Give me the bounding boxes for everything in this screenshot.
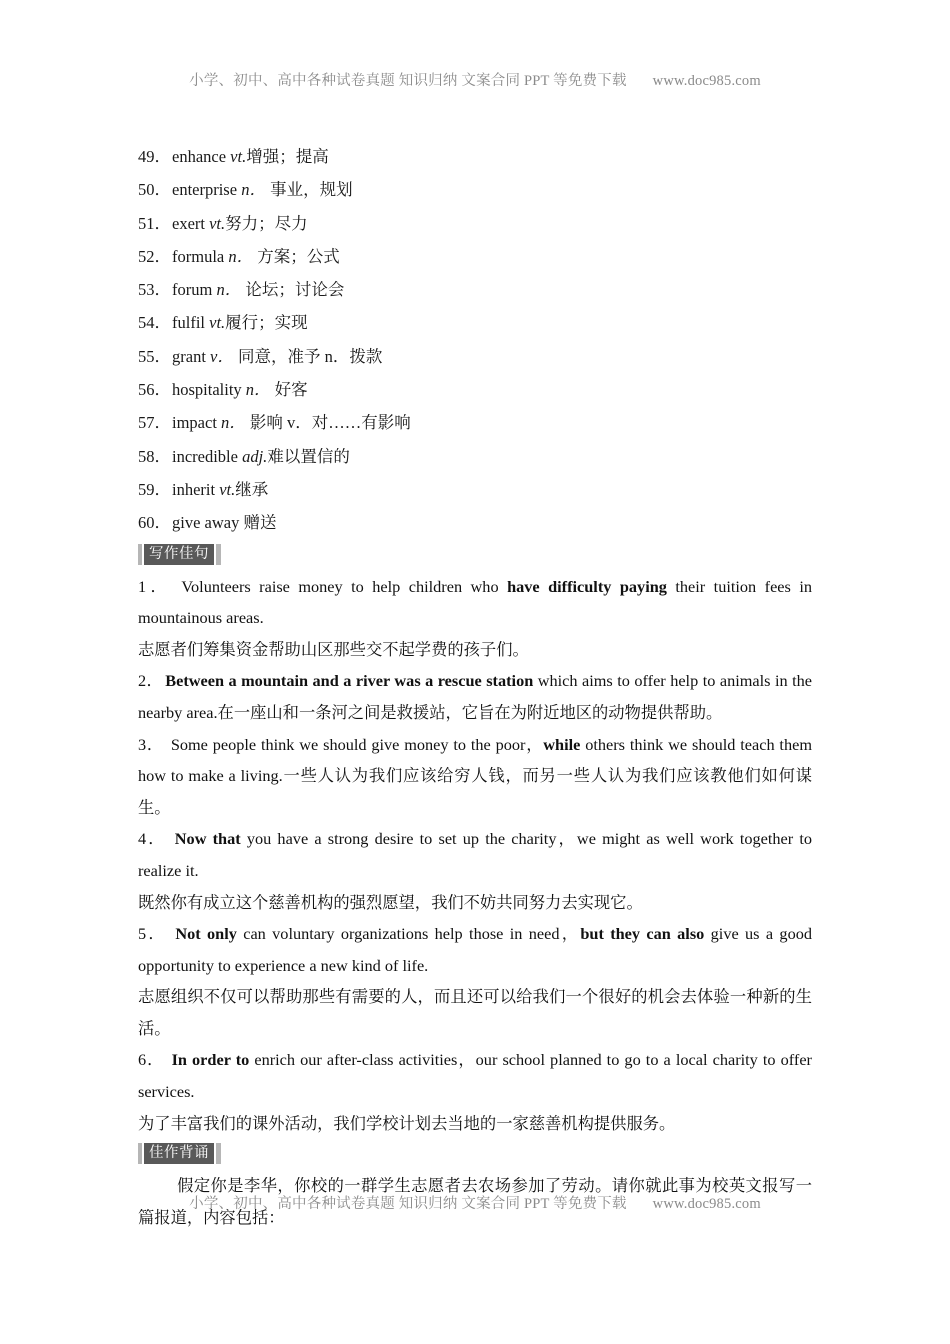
vocabulary-item-gloss: 履行；实现 [225,313,308,333]
example-sentence [138,729,812,824]
sentence-en-post: you have a strong desire to set up the charity，we might as well work together to realize it. [138,829,812,880]
sentence-en-post-2: give us a good opportunity to experience a new kind of life. [138,924,812,975]
vocabulary-item-gloss: 事业，规划 [265,180,353,200]
sentence-en-bold: while [543,734,581,754]
vocabulary-item-gloss: 努力；尽力 [225,213,308,233]
vocabulary-item-number: 54． [138,313,171,333]
sentence-en-pre: Volunteers raise money to help children who [181,576,508,596]
sentence-en-bold: In order to [171,1050,250,1070]
badge-label: 佳作背诵 [144,1143,214,1164]
sentence-translation: 为了丰富我们的课外活动，我们学校计划去当地的一家慈善机构提供服务。 [138,1113,676,1133]
example-sentence [138,1044,812,1107]
badge-right-bar [216,544,221,565]
vocabulary-item-number: 55． [138,346,171,366]
vocabulary-item-number: 51． [138,213,171,233]
sentence-en-bold: Between a mountain and a river was a rescue station [165,671,534,691]
vocabulary-item-number: 59． [138,479,171,499]
sentence-translation: 一些人认为我们应该给穷人钱，而另一些人认为我们应该教他们如何谋生。 [138,766,812,817]
example-sentence [138,665,812,728]
sentence-translation: 志愿者们筹集资金帮助山区那些交不起学费的孩子们。 [138,639,529,659]
page-footer [0,1192,950,1213]
vocabulary-item [138,373,812,406]
header-promo-text: 小学、初中、高中各种试卷真题 知识归纳 文案合同 PPT 等免费下载 [189,73,627,89]
vocabulary-item-word: exert [172,213,210,233]
vocabulary-item-word: enhance [172,147,231,166]
recitation-section-header [138,1139,812,1170]
vocabulary-item-gloss: 好客 [270,380,308,400]
sentence-en-post: others think we should teach them how to make a living. [138,734,812,786]
example-sentence [138,823,812,886]
vocabulary-item-word: formula [172,246,229,266]
vocabulary-item [138,240,812,273]
writing-sentences-section-header [138,540,812,571]
vocabulary-item [138,273,812,306]
section-badge [138,544,221,565]
vocabulary-item-pos: v． [210,346,234,366]
sentence-number: 4． [138,829,167,849]
vocabulary-item-word: fulfil [172,313,210,333]
badge-label: 写作佳句 [144,544,214,565]
vocabulary-item-number: 58． [138,446,171,466]
vocabulary-item-number: 52． [138,246,171,266]
sentence-translation: 既然你有成立这个慈善机构的强烈愿望，我们不妨共同努力去实现它。 [138,892,643,912]
sentence-en-post: their tuition fees in mountainous areas. [138,576,812,628]
vocabulary-item-pos: n． [216,280,242,300]
vocabulary-item-word: forum [172,280,217,300]
vocabulary-item-pos: vt. [219,479,236,499]
vocabulary-item [138,506,812,539]
vocabulary-item [138,207,812,240]
sentence-en-bold: Now that [174,829,241,849]
sentence-en-bold: Not only [175,924,237,944]
vocabulary-item-gloss: 影响 v．对……有影响 [245,413,411,433]
vocabulary-item-pos: n． [245,380,271,400]
vocabulary-item-word: enterprise [172,180,242,200]
sentence-number: 3． [138,734,164,754]
vocabulary-item-gloss: 同意，准予 n．拨款 [233,346,383,366]
vocabulary-item-number: 60． [138,513,171,533]
vocabulary-item-gloss: 增强；提高 [246,147,329,166]
vocabulary-item-gloss: 继承 [235,479,269,499]
page-header [0,69,950,90]
vocabulary-item-word: impact [172,413,222,433]
sentence-en-bold: have difficulty paying [507,576,667,596]
vocabulary-item [138,406,812,439]
vocabulary-item-number: 57． [138,413,171,433]
vocabulary-item-number: 53． [138,280,171,300]
writing-prompt-paragraph: 假定你是李华，你校的一群学生志愿者去农场参加了劳动。请你就此事为校英文报写一篇报道，内容包括： [138,1176,812,1227]
vocabulary-item-pos: adj. [242,446,268,466]
sentence-en-bold-2: but they can also [580,924,705,944]
vocabulary-item-number: 50． [138,180,171,200]
section-badge [138,1143,221,1164]
vocabulary-item-pos: n． [221,413,246,433]
vocabulary-item-word: hospitality [172,380,246,400]
vocabulary-item-gloss: 方案；公式 [253,246,340,266]
sentence-translation: 志愿组织不仅可以帮助那些有需要的人，而且还可以给我们一个很好的机会去体验一种新的生活。 [138,987,812,1038]
vocabulary-item-word: grant [172,346,211,366]
vocabulary-item-gloss: 论坛；讨论会 [241,280,345,300]
vocabulary-item-pos: n． [228,246,254,266]
vocabulary-item [138,440,812,473]
sentence-en-post: enrich our after-class activities，our school planned to go to a local charity to offer services. [138,1050,812,1102]
vocabulary-item-number: 49． [138,147,171,166]
vocabulary-item [138,140,812,173]
sentence-number: 5． [138,924,167,944]
sentence-translation: 在一座山和一条河之间是救援站，它旨在为附近地区的动物提供帮助。 [217,702,723,722]
vocabulary-item-word: incredible [172,446,243,466]
vocabulary-item [138,340,812,373]
sentence-number: 1． [138,576,172,596]
vocabulary-list [138,140,812,540]
sentence-number: 2． [138,671,164,691]
sentence-number: 6． [138,1050,165,1070]
vocabulary-item [138,306,812,339]
vocabulary-item [138,473,812,506]
header-site-url: www.doc985.com [652,73,761,89]
example-sentence [138,571,812,634]
vocabulary-item-gloss: 难以置信的 [267,446,350,466]
vocabulary-item-pos: vt. [209,313,226,333]
sentence-en-post: which aims to offer help to animals in the nearby area. [138,671,812,722]
badge-right-bar [216,1143,221,1164]
vocabulary-item [138,173,812,206]
vocabulary-item-pos: vt. [230,147,247,166]
footer-site-url: www.doc985.com [652,1196,761,1212]
sentence-en-pre: Some people think we should give money to the poor， [170,734,544,754]
sentence-en-post: can voluntary organizations help those in need， [236,924,581,944]
vocabulary-item-word: inherit [172,479,220,499]
footer-promo-text: 小学、初中、高中各种试卷真题 知识归纳 文案合同 PPT 等免费下载 [189,1196,627,1212]
vocabulary-item-pos: vt. [209,213,226,233]
example-sentence [138,918,812,981]
page-content [138,140,812,1233]
vocabulary-item-word: give away 赠送 [172,513,277,533]
vocabulary-item-number: 56． [138,380,171,400]
vocabulary-item-pos: n． [241,180,266,200]
